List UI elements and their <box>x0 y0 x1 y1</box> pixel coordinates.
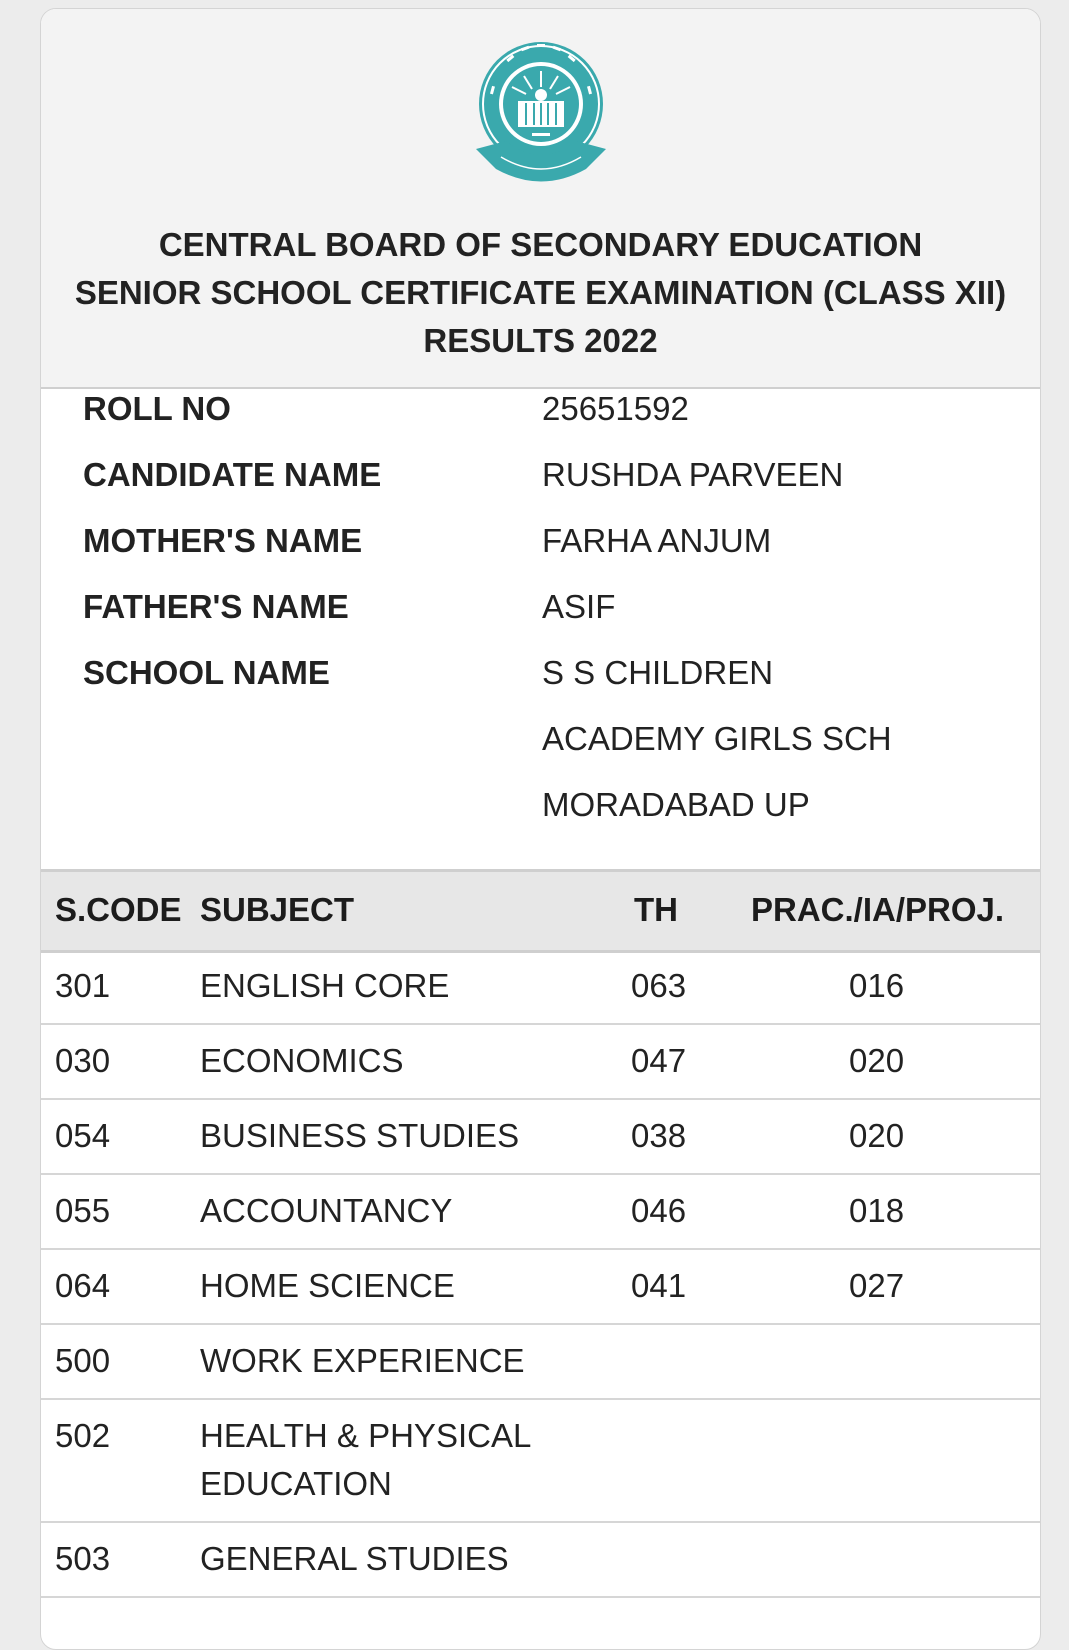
marks-table-header <box>41 869 1040 953</box>
practical-marks: 027 <box>849 1267 905 1304</box>
table-row <box>41 950 1040 1025</box>
school-name-line3: MORADABAD UP <box>542 786 810 823</box>
subject-name: WORK EXPERIENCE <box>200 1342 525 1379</box>
col-header-code: S.CODE <box>55 891 182 928</box>
candidate-name-label: CANDIDATE NAME <box>83 456 382 493</box>
subject-code: 500 <box>55 1342 111 1379</box>
subject-code: 055 <box>55 1192 111 1229</box>
result-card <box>40 8 1041 1650</box>
school-name-line1: S S CHILDREN <box>542 654 774 691</box>
subject-name: BUSINESS STUDIES <box>200 1117 520 1154</box>
practical-marks: 020 <box>849 1042 905 1079</box>
subject-code: 503 <box>55 1540 111 1577</box>
table-row <box>41 1175 1040 1250</box>
subject-name: GENERAL STUDIES <box>200 1540 509 1577</box>
subject-name: ENGLISH CORE <box>200 967 450 1004</box>
theory-marks: 063 <box>631 967 687 1004</box>
theory-marks: 038 <box>631 1117 687 1154</box>
cbse-emblem-icon <box>466 29 616 199</box>
theory-marks: 041 <box>631 1267 687 1304</box>
title-board: CENTRAL BOARD OF SECONDARY EDUCATION <box>158 226 923 263</box>
subject-name: ECONOMICS <box>200 1042 404 1079</box>
mother-name-label: MOTHER'S NAME <box>83 522 363 559</box>
col-header-theory: TH <box>634 891 678 928</box>
page-title <box>41 221 1040 365</box>
subject-name: HOME SCIENCE <box>200 1267 455 1304</box>
table-row <box>41 1025 1040 1100</box>
table-row <box>41 1250 1040 1325</box>
subject-name: ACCOUNTANCY <box>200 1192 453 1229</box>
subject-name-line2: EDUCATION <box>200 1465 392 1502</box>
roll-no-value: 25651592 <box>542 390 689 427</box>
theory-marks: 046 <box>631 1192 687 1229</box>
mother-name-value: FARHA ANJUM <box>542 522 772 559</box>
subject-code: 502 <box>55 1417 111 1454</box>
col-header-practical: PRAC./IA/PROJ. <box>751 891 1005 928</box>
title-exam: SENIOR SCHOOL CERTIFICATE EXAMINATION (CLASS XII) <box>74 274 1007 311</box>
roll-no-label: ROLL NO <box>83 390 231 427</box>
school-name-line2: ACADEMY GIRLS SCH <box>542 720 892 757</box>
father-name-label: FATHER'S NAME <box>83 588 349 625</box>
table-row <box>41 1523 1040 1598</box>
subject-code: 301 <box>55 967 111 1004</box>
table-row <box>41 1325 1040 1400</box>
practical-marks: 016 <box>849 967 905 1004</box>
table-row <box>41 1100 1040 1175</box>
table-row <box>41 1400 1040 1523</box>
practical-marks: 020 <box>849 1117 905 1154</box>
subject-code: 064 <box>55 1267 111 1304</box>
candidate-name-value: RUSHDA PARVEEN <box>542 456 844 493</box>
title-results: RESULTS 2022 <box>423 322 658 359</box>
col-header-subject: SUBJECT <box>200 891 355 928</box>
practical-marks: 018 <box>849 1192 905 1229</box>
theory-marks: 047 <box>631 1042 687 1079</box>
school-name-label: SCHOOL NAME <box>83 654 330 691</box>
father-name-value: ASIF <box>542 588 616 625</box>
subject-code: 054 <box>55 1117 111 1154</box>
subject-name: HEALTH & PHYSICAL <box>200 1417 532 1454</box>
result-header <box>41 9 1040 389</box>
subject-code: 030 <box>55 1042 111 1079</box>
